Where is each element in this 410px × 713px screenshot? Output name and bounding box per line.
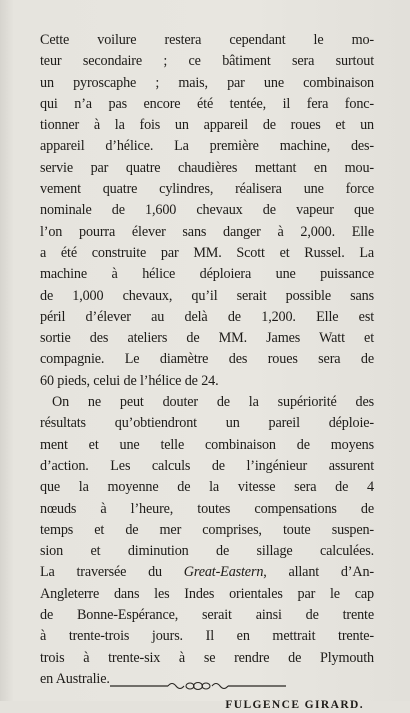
text-line: de Bonne-Espérance, serait ainsi de trente: [40, 607, 374, 624]
text-line: que la moyenne de la vitesse sera de 4: [40, 479, 374, 496]
paragraph-start-line: On ne peut douter de la supériorité des: [52, 394, 374, 411]
text-line: machine à hélice déploiera une puissance: [40, 266, 374, 283]
text-line: en Australie.: [40, 670, 110, 687]
text-line-with-ship-name: [40, 562, 374, 583]
line-suffix: , allant d’An-: [263, 564, 374, 581]
text-line: trois à trente-six à se rendre de Plymouth: [40, 649, 374, 666]
text-line: appareil d’hélice. La première machine, des-: [40, 138, 374, 155]
text-line: Cette voilure restera cependant le mo-: [40, 32, 374, 48]
text-line: nominale de 1,600 chevaux de vapeur que: [40, 202, 374, 219]
ship-name: Great-Eastern: [183, 564, 264, 581]
line-prefix: La traversée du: [40, 564, 184, 581]
text-line: qui n’a pas encore été tentée, il fera fonc-: [40, 95, 374, 112]
text-line: de 1,000 chevaux, qu’il serait possible sans: [40, 287, 374, 304]
text-line: péril d’élever au delà de 1,200. Elle est: [40, 308, 374, 325]
text-line: temps et de mer comprises, toute suspen-: [40, 521, 374, 538]
text-line: ment et une telle combinaison de moyens: [40, 436, 374, 453]
decorative-divider-ornament: [110, 678, 286, 694]
text-line: résultats qu’obtiendront un pareil déploie-: [40, 415, 374, 432]
text-line: d’action. Les calculs de l’ingénieur assurent: [40, 457, 374, 474]
text-line: sion et diminution de sillage calculées.: [40, 543, 374, 560]
text-line: 60 pieds, celui de l’hélice de 24.: [40, 372, 219, 389]
text-line: à trente-trois jours. Il en mettrait trente-: [40, 628, 374, 645]
text-line: nœuds à l’heure, toutes compensations de: [40, 500, 374, 517]
text-line: compagnie. Le diamètre des roues sera de: [40, 351, 374, 368]
author-signature: FULGENCE GIRARD.: [225, 699, 364, 712]
text-line: vement quatre cylindres, réalisera une force: [40, 181, 374, 198]
text-line: servie par quatre chaudières mettant en mou-: [40, 159, 374, 176]
text-line: tionner à la fois un appareil de roues et un: [40, 117, 374, 134]
text-line: un pyroscaphe ; mais, par une combinaison: [40, 74, 374, 91]
article-text: [40, 30, 374, 713]
text-line: teur secondaire ; ce bâtiment sera surtout: [40, 53, 374, 70]
text-line: a été construite par MM. Scott et Russel. La: [40, 244, 374, 261]
text-line: l’on pourra élever sans danger à 2,000. Elle: [40, 223, 374, 240]
text-line: Angleterre dans les Indes orientales par le cap: [40, 585, 374, 602]
text-line: sortie des ateliers de MM. James Watt et: [40, 330, 374, 347]
